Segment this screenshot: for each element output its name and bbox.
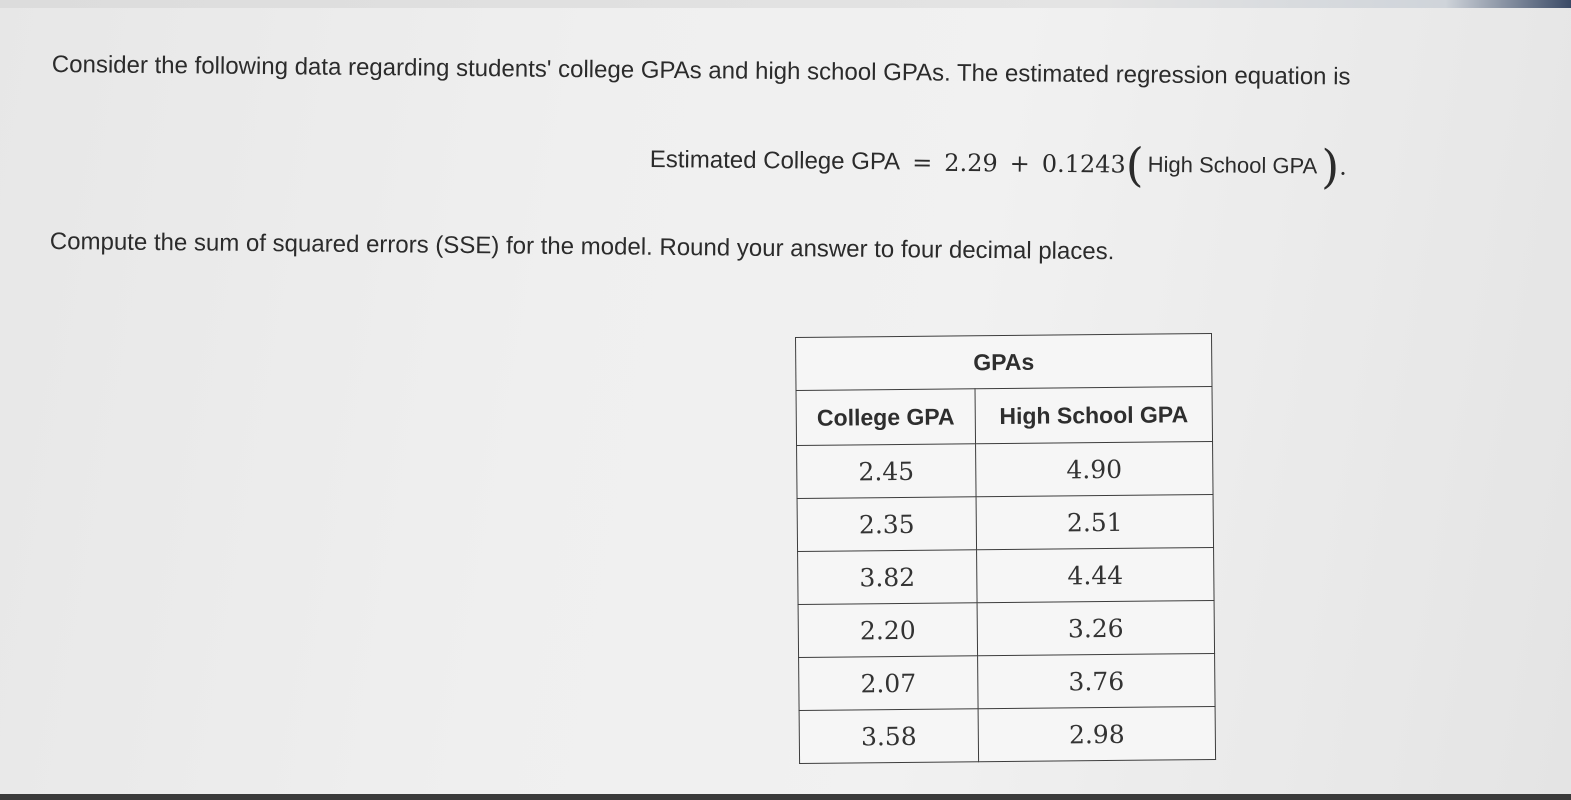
gpa-table (795, 333, 1216, 764)
problem-intro: Consider the following data regarding students' college GPAs and high school GPAs. The estimated regression equation is (51, 50, 1351, 91)
high-school-gpa-cell: 4.90 (976, 441, 1213, 496)
college-gpa-cell: 2.45 (797, 444, 977, 499)
high-school-gpa-cell: 2.51 (976, 494, 1213, 549)
table-row (797, 494, 1213, 551)
college-gpa-cell: 3.82 (798, 550, 978, 605)
header-high-school-gpa: High School GPA (975, 386, 1213, 443)
equation-equals: = (912, 148, 933, 177)
equation-plus: + (1009, 149, 1030, 178)
college-gpa-cell: 2.35 (797, 497, 977, 552)
college-gpa-cell: 3.58 (799, 709, 979, 764)
bottom-strip (0, 794, 1571, 800)
college-gpa-cell: 2.20 (798, 603, 978, 658)
equation-slope: 0.1243 (1041, 149, 1126, 179)
table-row (799, 653, 1215, 710)
equation-lhs: Estimated College GPA (649, 145, 901, 176)
table-row (798, 600, 1214, 657)
top-strip (0, 0, 1571, 8)
equation-variable: High School GPA (1147, 151, 1318, 179)
left-paren: ( (1125, 137, 1144, 192)
equation-period: . (1339, 152, 1348, 181)
gpa-table-container (795, 333, 1216, 764)
high-school-gpa-cell: 3.76 (978, 653, 1215, 708)
table-caption: GPAs (796, 334, 1212, 391)
equation-intercept: 2.29 (944, 148, 998, 178)
table-row (799, 706, 1215, 763)
college-gpa-cell: 2.07 (799, 656, 979, 711)
high-school-gpa-cell: 4.44 (977, 547, 1214, 602)
right-paren: ) (1321, 139, 1340, 194)
table-row (798, 547, 1214, 604)
header-college-gpa: College GPA (796, 389, 976, 446)
high-school-gpa-cell: 2.98 (978, 706, 1215, 761)
high-school-gpa-cell: 3.26 (977, 600, 1214, 655)
table-row (797, 441, 1213, 498)
regression-equation (649, 137, 1348, 194)
problem-question: Compute the sum of squared errors (SSE) for the model. Round your answer to four decimal places. (49, 228, 1115, 266)
